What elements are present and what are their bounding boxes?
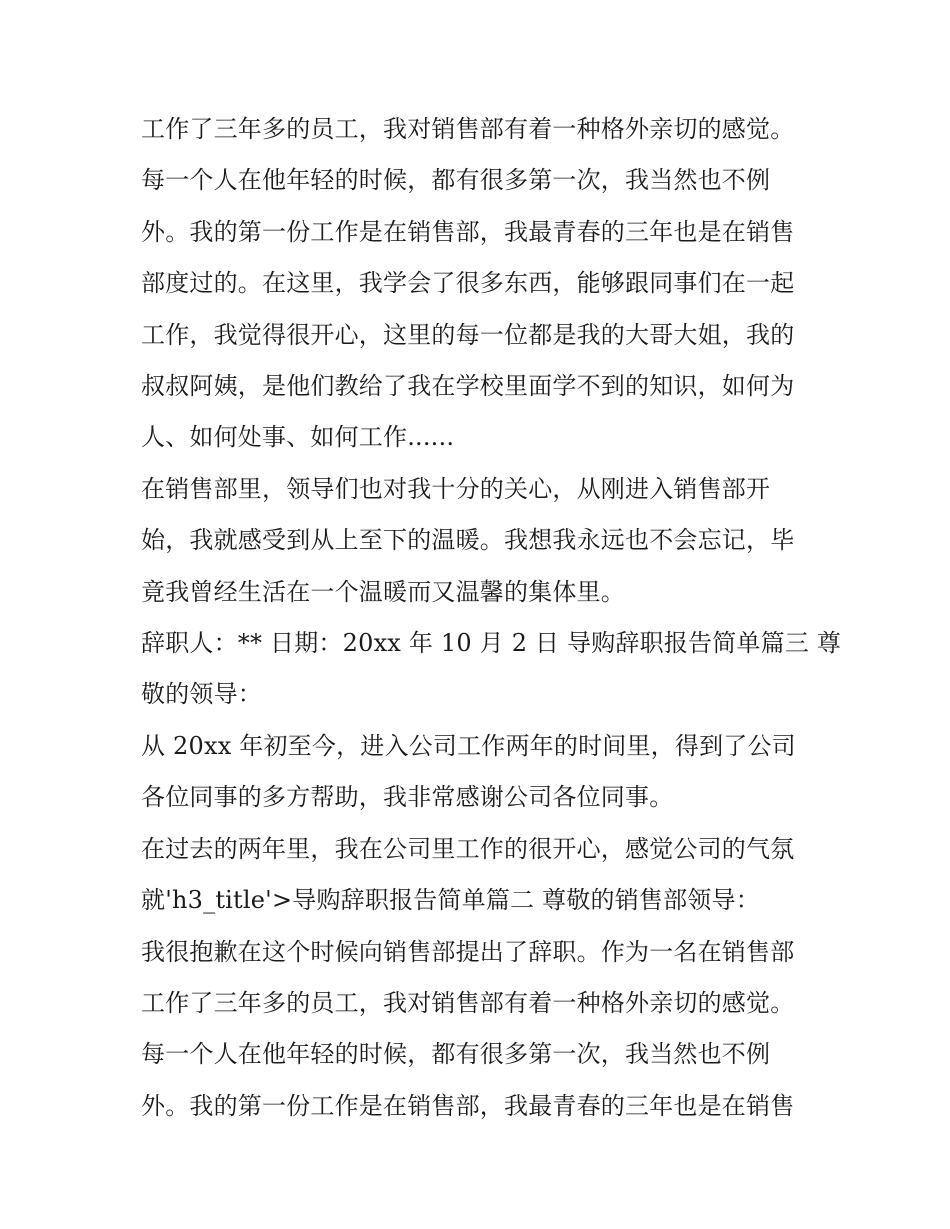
document-body [141, 104, 842, 1132]
text-line: 我很抱歉在这个时候向销售部提出了辞职。作为一名在销售部 [141, 937, 795, 966]
text-line: 外。我的第一份工作是在销售部，我最青春的三年也是在销售 [141, 217, 795, 246]
text-line: 从 20xx 年初至今，进入公司工作两年的时间里，得到了公司 [141, 731, 796, 760]
text-line: 工作，我觉得很开心，这里的每一位都是我的大哥大姐，我的 [141, 320, 795, 349]
text-line: 在销售部里，领导们也对我十分的关心，从刚进入销售部开 [141, 474, 771, 503]
text-line: 部度过的。在这里，我学会了很多东西，能够跟同事们在一起 [141, 269, 795, 298]
text-line: 每一个人在他年轻的时候，都有很多第一次，我当然也不例 [141, 166, 771, 195]
text-line: 外。我的第一份工作是在销售部，我最青春的三年也是在销售 [141, 1091, 795, 1120]
text-line: 每一个人在他年轻的时候，都有很多第一次，我当然也不例 [141, 1040, 771, 1069]
text-line: 始，我就感受到从上至下的温暖。我想我永远也不会忘记，毕 [141, 526, 795, 555]
text-line: 辞职人：** 日期：20xx 年 10 月 2 日 导购辞职报告简单篇三 尊 [141, 629, 842, 658]
text-line: 敬的领导： [141, 680, 262, 709]
text-line: 人、如何处事、如何工作...... [141, 423, 455, 452]
text-line: 各位同事的多方帮助，我非常感谢公司各位同事。 [141, 783, 674, 812]
text-line: 工作了三年多的员工，我对销售部有着一种格外亲切的感觉。 [141, 115, 795, 143]
text-line: 工作了三年多的员工，我对销售部有着一种格外亲切的感觉。 [141, 988, 795, 1017]
text-line: 叔叔阿姨，是他们教给了我在学校里面学不到的知识，如何为 [141, 372, 795, 401]
text-line: 竟我曾经生活在一个温暖而又温馨的集体里。 [141, 577, 625, 606]
text-line: 在过去的两年里，我在公司里工作的很开心，感觉公司的气氛 [141, 834, 795, 863]
text-line: 就'h3_title'>导购辞职报告简单篇二 尊敬的销售部领导： [141, 886, 760, 915]
